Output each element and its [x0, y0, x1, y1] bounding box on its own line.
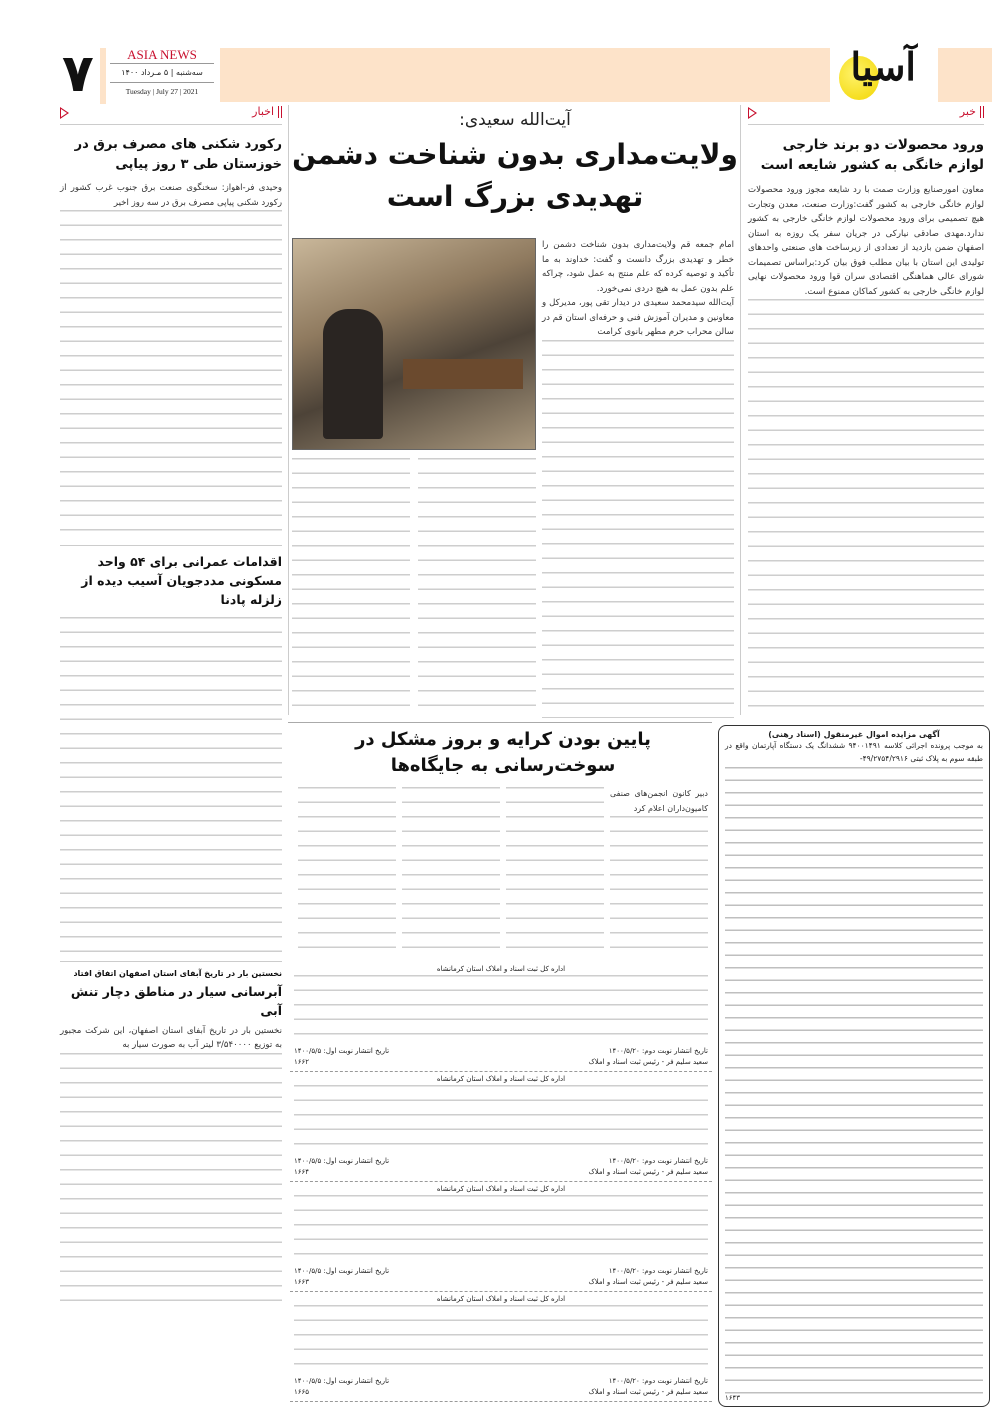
- auction-code: ۱۶۴۳: [725, 1394, 741, 1402]
- logo: آسیا: [835, 44, 920, 106]
- bottom-body: [298, 787, 708, 954]
- triangle-icon: [748, 107, 757, 119]
- notice-date2: تاریخ انتشار نوبت دوم: ۱۴۰۰/۵/۲۰: [608, 1157, 708, 1165]
- main-body-col3: [292, 458, 410, 718]
- notice-title: اداره کل ثبت اسناد و املاک استان کرمانشاه: [436, 1075, 566, 1083]
- notice-signer: سعید سلیم فر - رئیس ثبت اسناد و املاک: [588, 1168, 708, 1176]
- main-text-column: [542, 238, 734, 718]
- right-lead: معاون امورصنایع وزارت صمت با رد شایعه مجوز ورود محصولات لوازم خانگی خارجی به کشور گفت:وزارت صنعت، معدن وتجارت هیچ تصمیمی برای ورود محصولات لوازم خانگی خارجی به کشور ندارد.مهدی صادقی نیارکی در جریان سفر یک روزه به استان اصفهان ضمن بازدید از تعدادی از زیرساخت های صنعتی واحدهای تولیدی این استان با بیان مطلب فوق بیان کرد:براساس تصمیمات شورای عالی هماهنگی اقتصادی سران قوا ورود محصولات نهایی لوازم خانگی خارجی به کشور کماکان ممنوع است.: [748, 185, 984, 297]
- bottom-body-col3: [402, 787, 500, 954]
- left-story3-body: [60, 1053, 282, 1310]
- left-story1-headline: رکورد شکنی های مصرف برق در خوزستان طی ۳ روز پیاپی: [74, 137, 282, 172]
- notice-date1: تاریخ انتشار نوبت اول: ۱۴۰۰/۵/۵: [294, 1377, 390, 1385]
- main-para-1: امام جمعه قم ولایت‌مداری بدون شناخت دشمن را خطر و تهدیدی بزرگ دانست و گفت: خداوند به ما تأکید و توصیه کرده که علم منتج به عمل شود، چراکه علم بدون عمل به هیچ دردی نمی‌خورد.: [542, 240, 734, 294]
- notice-signer: سعید سلیم فر - رئیس ثبت اسناد و املاک: [588, 1058, 708, 1066]
- notice-title: اداره کل ثبت اسناد و املاک استان کرمانشاه: [436, 965, 566, 973]
- notice-title: اداره کل ثبت اسناد و املاک استان کرمانشاه: [436, 1295, 566, 1303]
- auction-ad: [718, 725, 990, 1407]
- left-story1-lead: وحیدی فر-اهواز: سخنگوی صنعت برق جنوب غرب کشور از رکورد شکنی پیاپی مصرف برق در سه روز اخیر: [60, 183, 282, 208]
- masthead-en: ASIA NEWS: [110, 46, 214, 64]
- bottom-article-box: [288, 722, 712, 958]
- date-en: Tuesday | July 27 | 2021: [125, 87, 199, 96]
- date-fa: سه‌شنبه | ۵ مـرداد ۱۴۰۰: [110, 64, 214, 83]
- left-story1-body: [60, 210, 282, 539]
- left-column: [60, 105, 282, 1310]
- main-para-2: آیت‌الله سیدمحمد سعیدی در دیدار تقی پور، مدیرکل و معاونین و مدیران آموزش فنی و حرفه‌ای استان قم در سالن محراب حرم مطهر بانوی کرامت: [542, 298, 734, 337]
- notice-date1: تاریخ انتشار نوبت اول: ۱۴۰۰/۵/۵: [294, 1267, 390, 1275]
- bottom-body-col4: [298, 787, 396, 954]
- triangle-icon: [60, 107, 69, 119]
- notice-signer: سعید سلیم فر - رئیس ثبت اسناد و املاک: [588, 1278, 708, 1286]
- notice-code: ۱۶۶۲: [294, 1058, 310, 1066]
- notices: [290, 962, 712, 1402]
- left-story3-kicker: نخستین بار در تاریخ آبفای استان اصفهان اتفاق افتاد: [73, 968, 282, 978]
- page-number: ۷: [62, 44, 94, 104]
- auction-body: [725, 767, 983, 1394]
- masthead-box: [110, 46, 214, 101]
- notice-date2: تاریخ انتشار نوبت دوم: ۱۴۰۰/۵/۲۰: [608, 1377, 708, 1385]
- divider: [740, 105, 741, 715]
- divider: [288, 105, 289, 715]
- notice-item: [290, 1072, 712, 1182]
- notice-code: ۱۶۶۵: [294, 1388, 310, 1396]
- bottom-headline: پایین بودن کرایه و بروز مشکل در سوخت‌رسانی به جایگاه‌ها: [355, 729, 651, 776]
- notice-signer: سعید سلیم فر - رئیس ثبت اسناد و املاک: [588, 1388, 708, 1396]
- main-body-col2: [418, 458, 536, 718]
- divider: [60, 961, 282, 962]
- main-body-col1: [542, 340, 734, 719]
- notice-item: [290, 962, 712, 1072]
- right-headline: ورود محصولات دو برند خارجی لوازم خانگی به کشور شایعه است: [760, 137, 984, 173]
- notice-code: ۱۶۶۳: [294, 1278, 310, 1286]
- notice-date1: تاریخ انتشار نوبت اول: ۱۴۰۰/۵/۵: [294, 1157, 390, 1165]
- right-column: [748, 105, 984, 715]
- main-kicker: آیت‌الله سعیدی:: [459, 110, 571, 130]
- left-story3-lead: نخستین بار در تاریخ آبفای استان اصفهان، این شرکت مجبور به توزیع ۳/۵۴۰۰۰۰ لیتر آب به صورت سیار به: [60, 1025, 282, 1051]
- notice-title: اداره کل ثبت اسناد و املاک استان کرمانشاه: [436, 1185, 566, 1193]
- notice-item: [290, 1292, 712, 1402]
- notice-date2: تاریخ انتشار نوبت دوم: ۱۴۰۰/۵/۲۰: [608, 1267, 708, 1275]
- auction-lead: به موجب پرونده اجرائی کلاسه ۹۴۰۰۱۴۹۱ ششدانگ یک دستگاه آپارتمان واقع در طبقه سوم به پلاک ثبتی ۴۹/۲۷۵۴/۲۹۱۶-: [725, 741, 983, 763]
- bottom-body-col1: [610, 816, 708, 954]
- section-label-news: خبر: [748, 105, 984, 125]
- main-headline: [290, 134, 740, 218]
- header-band-left: [100, 48, 106, 104]
- left-story2-headline: اقدامات عمرانی برای ۵۴ واحد مسکونی مددجویان آسیب دیده از زلزله پادنا: [81, 553, 282, 607]
- divider: [60, 545, 282, 546]
- header-band-right: [938, 48, 992, 102]
- main-photo: [292, 238, 536, 450]
- notice-date2: تاریخ انتشار نوبت دوم: ۱۴۰۰/۵/۲۰: [608, 1047, 708, 1055]
- main-headline-line2: تهدیدی بزرگ است: [386, 180, 644, 213]
- bottom-col1: [610, 787, 708, 954]
- bottom-body-col2: [506, 787, 604, 954]
- main-headline-line1: ولایت‌مداری بدون شناخت دشمن: [292, 138, 738, 171]
- notice-code: ۱۶۶۴: [294, 1168, 310, 1176]
- bottom-lead: دبیر کانون انجمن‌های صنفی کامیون‌داران اعلام کرد: [610, 789, 708, 813]
- notice-date1: تاریخ انتشار نوبت اول: ۱۴۰۰/۵/۵: [294, 1047, 390, 1055]
- notice-item: [290, 1182, 712, 1292]
- section-label-news-list: اخبار: [60, 105, 282, 125]
- auction-title: آگهی مزایده اموال غیرمنقول (اسناد رهنی): [768, 730, 940, 739]
- header-band: [220, 48, 830, 102]
- right-body-text: [748, 299, 984, 715]
- left-story3-headline: آبرسانی سیار در مناطق دچار تنش آبی: [70, 983, 282, 1018]
- left-story2-body: [60, 617, 282, 955]
- main-lead: [542, 238, 734, 340]
